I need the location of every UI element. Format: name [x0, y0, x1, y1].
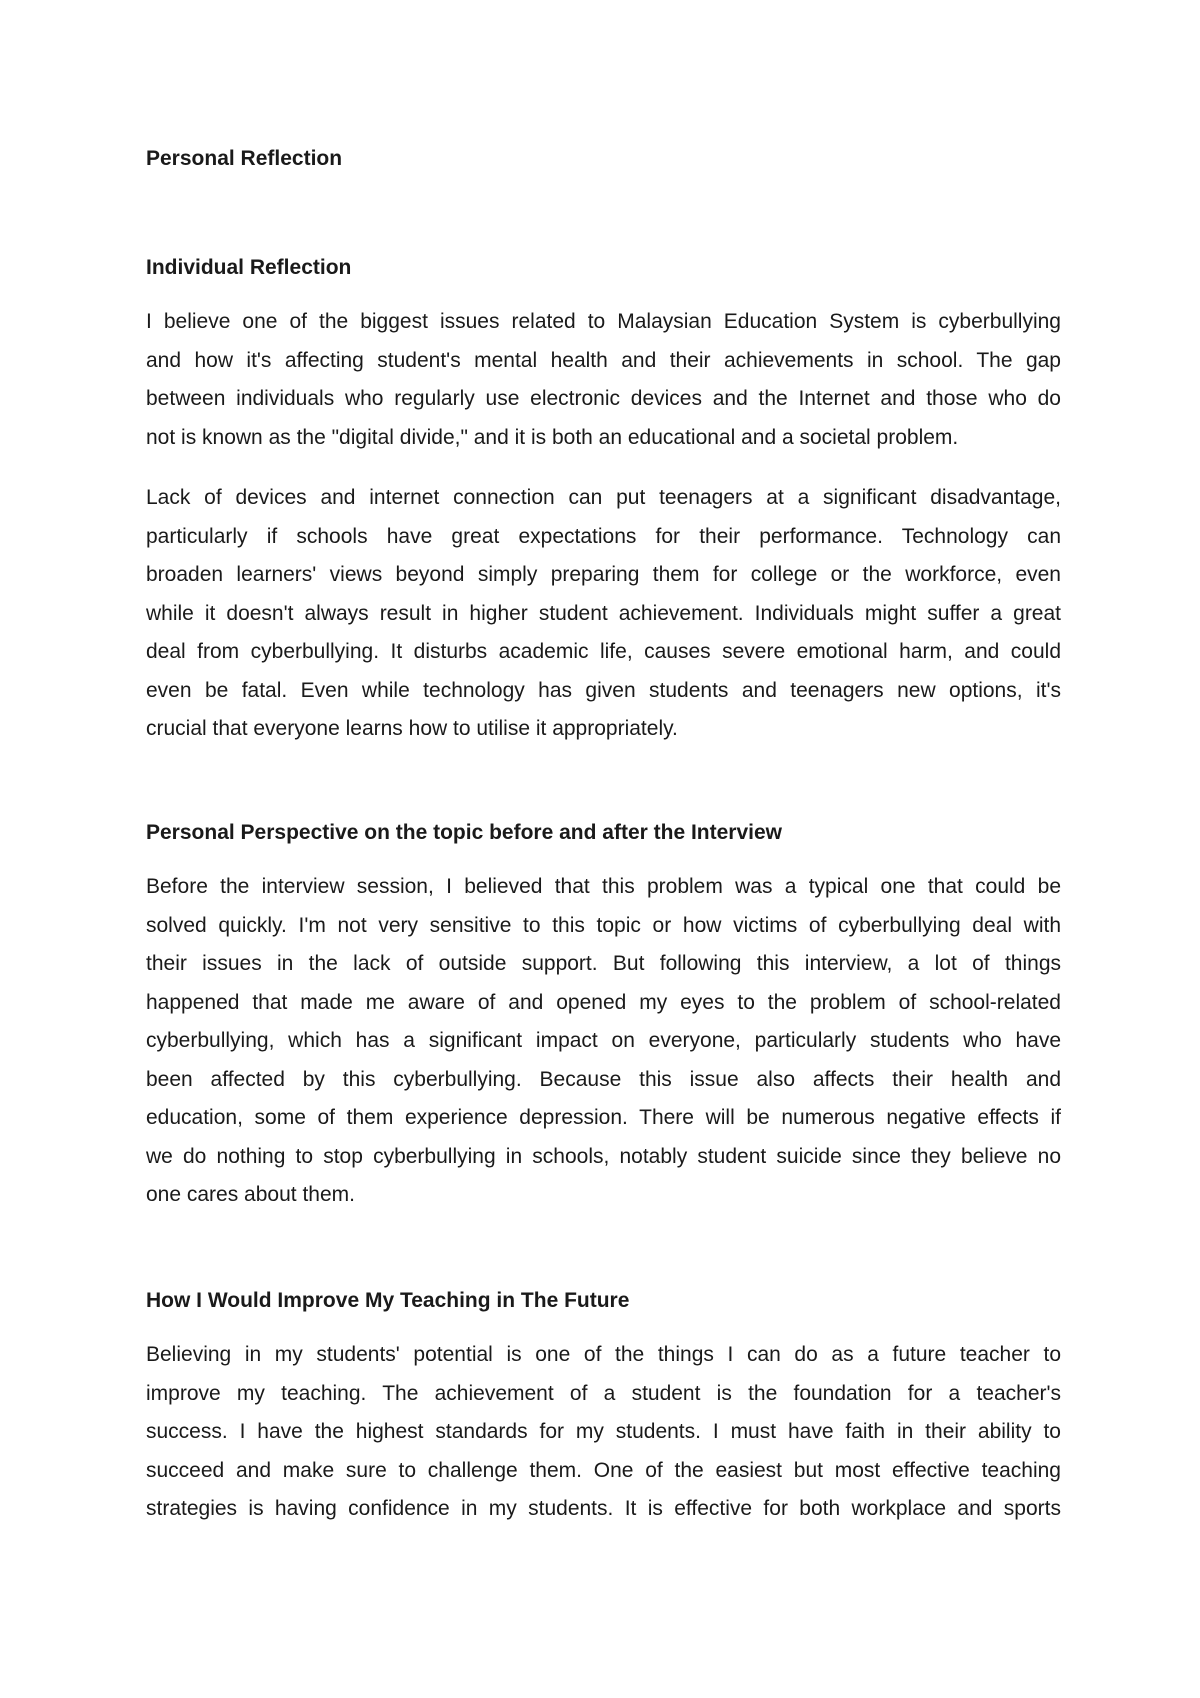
- paragraph-line: and how it's affecting student's mental health and their achievements in school. The gap: [146, 348, 1061, 372]
- paragraph-line: cyberbullying, which has a significant impact on everyone, particularly students who have: [146, 1029, 1061, 1052]
- paragraph-line: education, some of them experience depression. There will be numerous negative effects if: [146, 1106, 1061, 1129]
- paragraph-line: success. I have the highest standards for my students. I must have faith in their ability to: [146, 1420, 1061, 1443]
- paragraph-line: strategies is having confidence in my students. It is effective for both workplace and sports: [146, 1497, 1061, 1520]
- paragraph-line: Believing in my students' potential is one of the things I can do as a future teacher to: [146, 1343, 1061, 1366]
- paragraph-line: between individuals who regularly use electronic devices and the Internet and those who do: [146, 387, 1061, 410]
- section-heading-improve-teaching: How I Would Improve My Teaching in The Future: [146, 1289, 630, 1312]
- paragraph: [146, 303, 1061, 457]
- paragraph-line: even be fatal. Even while technology has given students and teenagers new options, it's: [146, 678, 1061, 702]
- section-heading-individual-reflection: Individual Reflection: [146, 256, 352, 279]
- paragraph-line: we do nothing to stop cyberbullying in schools, notably student suicide since they believe no: [146, 1144, 1061, 1168]
- paragraph: [146, 1336, 1061, 1529]
- paragraph-line: succeed and make sure to challenge them. One of the easiest but most effective teaching: [146, 1458, 1061, 1482]
- section-heading-personal-perspective: Personal Perspective on the topic before and after the Interview: [146, 821, 783, 844]
- paragraph-line: Before the interview session, I believed that this problem was a typical one that could be: [146, 875, 1061, 898]
- paragraph-line: deal from cyberbullying. It disturbs academic life, causes severe emotional harm, and could: [146, 640, 1061, 663]
- paragraph-line: been affected by this cyberbullying. Because this issue also affects their health and: [146, 1067, 1061, 1091]
- document-title: Personal Reflection: [146, 147, 343, 170]
- paragraph-line: improve my teaching. The achievement of a student is the foundation for a teacher's: [146, 1381, 1061, 1405]
- paragraph-line: happened that made me aware of and opened my eyes to the problem of school-related: [146, 990, 1061, 1014]
- paragraph-line: solved quickly. I'm not very sensitive to this topic or how victims of cyberbullying deal with: [146, 913, 1061, 937]
- paragraph-line: I believe one of the biggest issues related to Malaysian Education System is cyberbullying: [146, 310, 1061, 333]
- paragraph-line: particularly if schools have great expectations for their performance. Technology can: [146, 524, 1061, 548]
- paragraph-line: while it doesn't always result in higher student achievement. Individuals might suffer a great: [146, 601, 1061, 625]
- paragraph-line: their issues in the lack of outside support. But following this interview, a lot of things: [146, 952, 1061, 975]
- paragraph: [146, 868, 1061, 1215]
- paragraph: [146, 479, 1061, 749]
- paragraph-line: Lack of devices and internet connection can put teenagers at a significant disadvantage,: [146, 486, 1061, 509]
- paragraph-line: not is known as the "digital divide," and it is both an educational and a societal problem.: [146, 425, 959, 449]
- paragraph-line: one cares about them.: [146, 1183, 355, 1206]
- paragraph-line: broaden learners' views beyond simply preparing them for college or the workforce, even: [146, 563, 1061, 586]
- paragraph-line: crucial that everyone learns how to utilise it appropriately.: [146, 717, 678, 740]
